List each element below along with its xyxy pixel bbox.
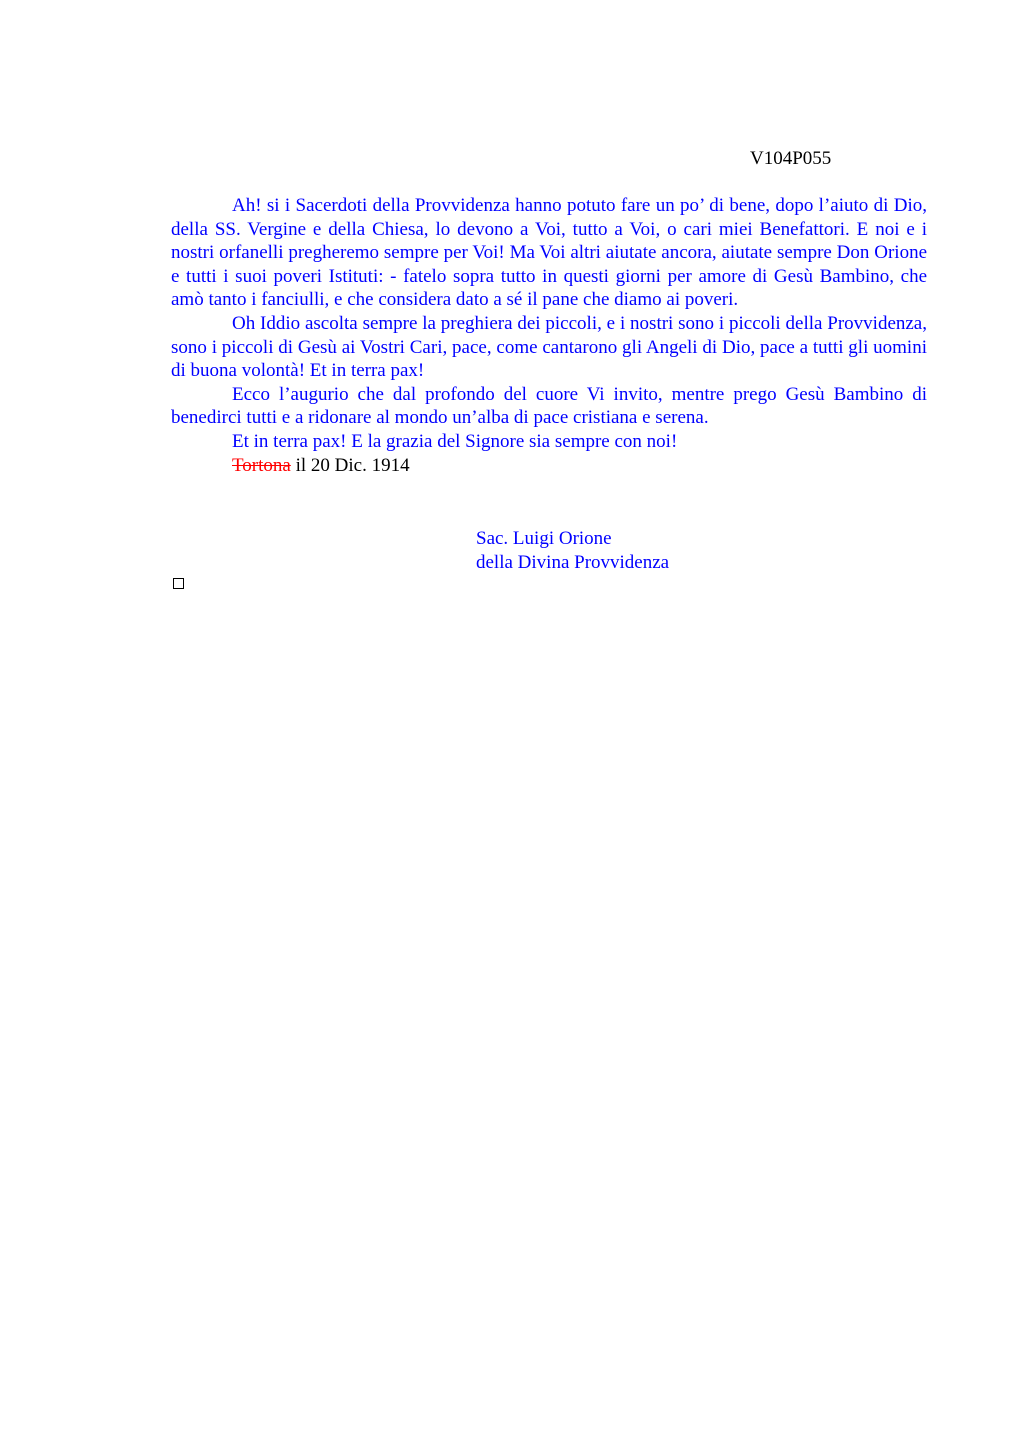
page-code: V104P055 bbox=[750, 148, 832, 169]
paragraph-3: Ecco l’augurio che dal profondo del cuore Vi invito, mentre prego Gesù Bambino di benedirci tutti e a ridonare al mondo un’alba di pace cristiana e serena. bbox=[171, 383, 927, 429]
signature-name: Sac. Luigi Orione bbox=[476, 528, 612, 549]
paragraph-2: Oh Iddio ascolta sempre la preghiera dei piccoli, e i nostri sono i piccoli della Provvidenza, sono i piccoli di Gesù ai Vostri Cari, pace, come cantarono gli Angeli di Dio, pace a tutti gli uomini di buona volontà! Et in terra pax! bbox=[171, 312, 927, 382]
end-marker-box-icon bbox=[173, 578, 184, 589]
date-text: il 20 Dic. 1914 bbox=[290, 454, 410, 476]
struck-place: Tortona bbox=[232, 454, 291, 476]
signature-title: della Divina Provvidenza bbox=[476, 551, 670, 573]
letter-body bbox=[171, 194, 927, 477]
paragraph-1: Ah! si i Sacerdoti della Provvidenza hanno potuto fare un po’ di bene, dopo l’aiuto di Dio, della SS. Vergine e della Chiesa, lo devono a Voi, tutto a Voi, o cari miei Benefattori. E noi e i nostri orfanelli pregheremo sempre per Voi! Ma Voi altri aiutate ancora, aiutate sempre Don Orione e tutti i suoi poveri Istituti: - fatelo sopra tutto in questi giorni per amore di Gesù Bambino, che amò tanto i fanciulli, e che considera dato a sé il pane che diamo ai poveri. bbox=[171, 195, 927, 311]
signature-block bbox=[476, 527, 669, 574]
paragraph-4: Et in terra pax! E la grazia del Signore sia sempre con noi! bbox=[232, 430, 678, 452]
date-line bbox=[171, 454, 927, 478]
